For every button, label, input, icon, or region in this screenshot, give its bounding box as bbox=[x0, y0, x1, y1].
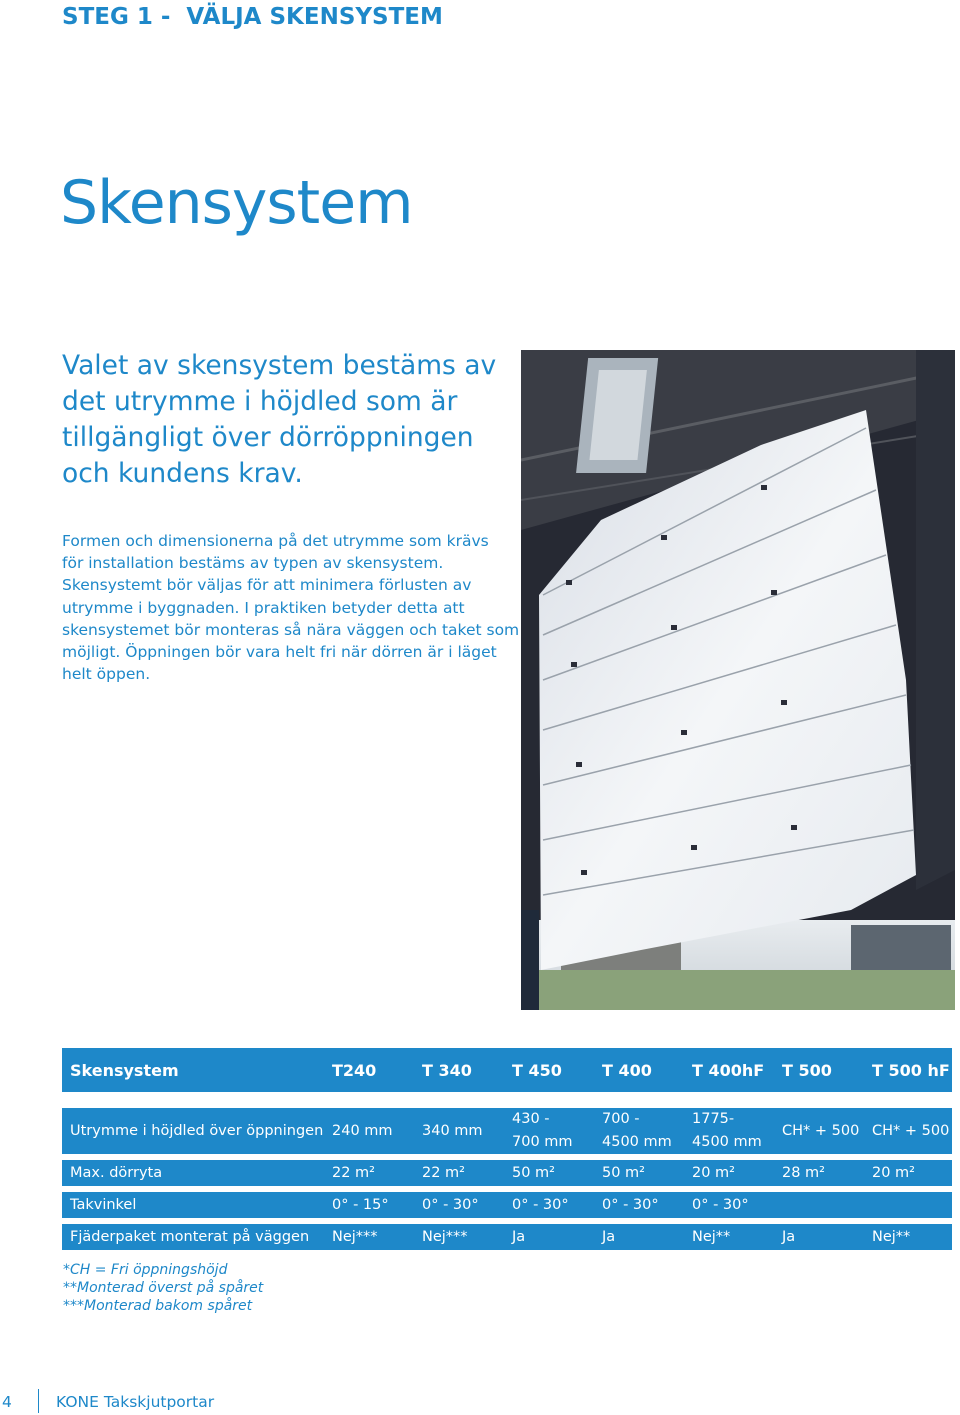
table-header-cell: T240 bbox=[324, 1048, 414, 1092]
table-cell: Nej** bbox=[864, 1224, 952, 1250]
table-cell: Fjäderpaket monterat på väggen bbox=[62, 1224, 324, 1250]
table-header-cell: T 340 bbox=[414, 1048, 504, 1092]
table-cell: 0° - 30° bbox=[594, 1192, 684, 1218]
intro-line: och kundens krav. bbox=[62, 458, 303, 489]
footnotes bbox=[63, 1261, 263, 1315]
table-cell: Ja bbox=[594, 1224, 684, 1250]
table-cell: CH* + 500 bbox=[774, 1108, 864, 1154]
table-cell: 0° - 30° bbox=[414, 1192, 504, 1218]
intro-line: tillgängligt över dörröppningen bbox=[62, 422, 474, 453]
footnote: ***Monterad bakom spåret bbox=[63, 1298, 253, 1314]
body-line: utrymme i byggnaden. I praktiken betyder detta att bbox=[62, 598, 465, 617]
table-header-cell: T 400 bbox=[594, 1048, 684, 1092]
table-cell: 430 - 700 mm bbox=[504, 1108, 594, 1154]
table-row bbox=[62, 1224, 952, 1250]
table-header-cell: T 400hF bbox=[684, 1048, 774, 1092]
table-header-row bbox=[62, 1048, 952, 1092]
rail-system-table bbox=[62, 1042, 952, 1256]
page-title: Skensystem bbox=[60, 168, 413, 238]
footnote: **Monterad överst på spåret bbox=[63, 1280, 264, 1296]
table-header-cell: T 500 bbox=[774, 1048, 864, 1092]
footer-divider bbox=[38, 1389, 39, 1413]
table-header-cell: T 450 bbox=[504, 1048, 594, 1092]
table-cell: 0° - 30° bbox=[684, 1192, 774, 1218]
body-paragraph bbox=[62, 530, 520, 685]
table-row bbox=[62, 1192, 952, 1218]
table-cell: 700 - 4500 mm bbox=[594, 1108, 684, 1154]
table-cell: Nej** bbox=[684, 1224, 774, 1250]
table-cell bbox=[774, 1192, 864, 1218]
table-cell: 240 mm bbox=[324, 1108, 414, 1154]
publication-name: KONE Takskjutportar bbox=[56, 1393, 215, 1411]
intro-line: Valet av skensystem bestäms av bbox=[62, 350, 497, 381]
table-cell: Ja bbox=[504, 1224, 594, 1250]
table-cell: 22 m² bbox=[324, 1160, 414, 1186]
body-line: skensystemet bör monteras så nära väggen och taket som bbox=[62, 620, 520, 639]
table-cell: CH* + 500 bbox=[864, 1108, 952, 1154]
body-line: möjligt. Öppningen bör vara helt fri när dörren är i läget bbox=[62, 643, 497, 662]
table-cell: Nej*** bbox=[414, 1224, 504, 1250]
table-header-cell: T 500 hF bbox=[864, 1048, 952, 1092]
footnote: *CH = Fri öppningshöjd bbox=[63, 1262, 228, 1278]
door-photo bbox=[521, 350, 955, 1010]
page-number: 4 bbox=[2, 1393, 12, 1411]
table-cell: 22 m² bbox=[414, 1160, 504, 1186]
table-cell bbox=[864, 1192, 952, 1218]
table-cell: 20 m² bbox=[684, 1160, 774, 1186]
table-row bbox=[62, 1160, 952, 1186]
body-line: Skensystemt bör väljas för att minimera förlusten av bbox=[62, 576, 472, 595]
table-cell: Takvinkel bbox=[62, 1192, 324, 1218]
table-row bbox=[62, 1108, 952, 1154]
section-heading: STEG 1 - VÄLJA SKENSYSTEM bbox=[62, 4, 443, 30]
table-cell: 50 m² bbox=[504, 1160, 594, 1186]
intro-paragraph bbox=[62, 348, 502, 492]
table-cell: Max. dörryta bbox=[62, 1160, 324, 1186]
table-cell: 28 m² bbox=[774, 1160, 864, 1186]
table-cell: Ja bbox=[774, 1224, 864, 1250]
table-cell: 0° - 30° bbox=[504, 1192, 594, 1218]
body-line: helt öppen. bbox=[62, 665, 151, 684]
table-header-cell: Skensystem bbox=[62, 1048, 324, 1092]
table-cell: 340 mm bbox=[414, 1108, 504, 1154]
table-cell: Utrymme i höjdled över öppningen bbox=[62, 1108, 324, 1154]
table-cell: 50 m² bbox=[594, 1160, 684, 1186]
intro-line: det utrymme i höjdled som är bbox=[62, 386, 458, 417]
table-cell: 1775- 4500 mm bbox=[684, 1108, 774, 1154]
table-cell: Nej*** bbox=[324, 1224, 414, 1250]
body-line: Formen och dimensionerna på det utrymme som krävs bbox=[62, 532, 489, 550]
table-cell: 20 m² bbox=[864, 1160, 952, 1186]
table-cell: 0° - 15° bbox=[324, 1192, 414, 1218]
body-line: för installation bestäms av typen av skensystem. bbox=[62, 554, 444, 573]
